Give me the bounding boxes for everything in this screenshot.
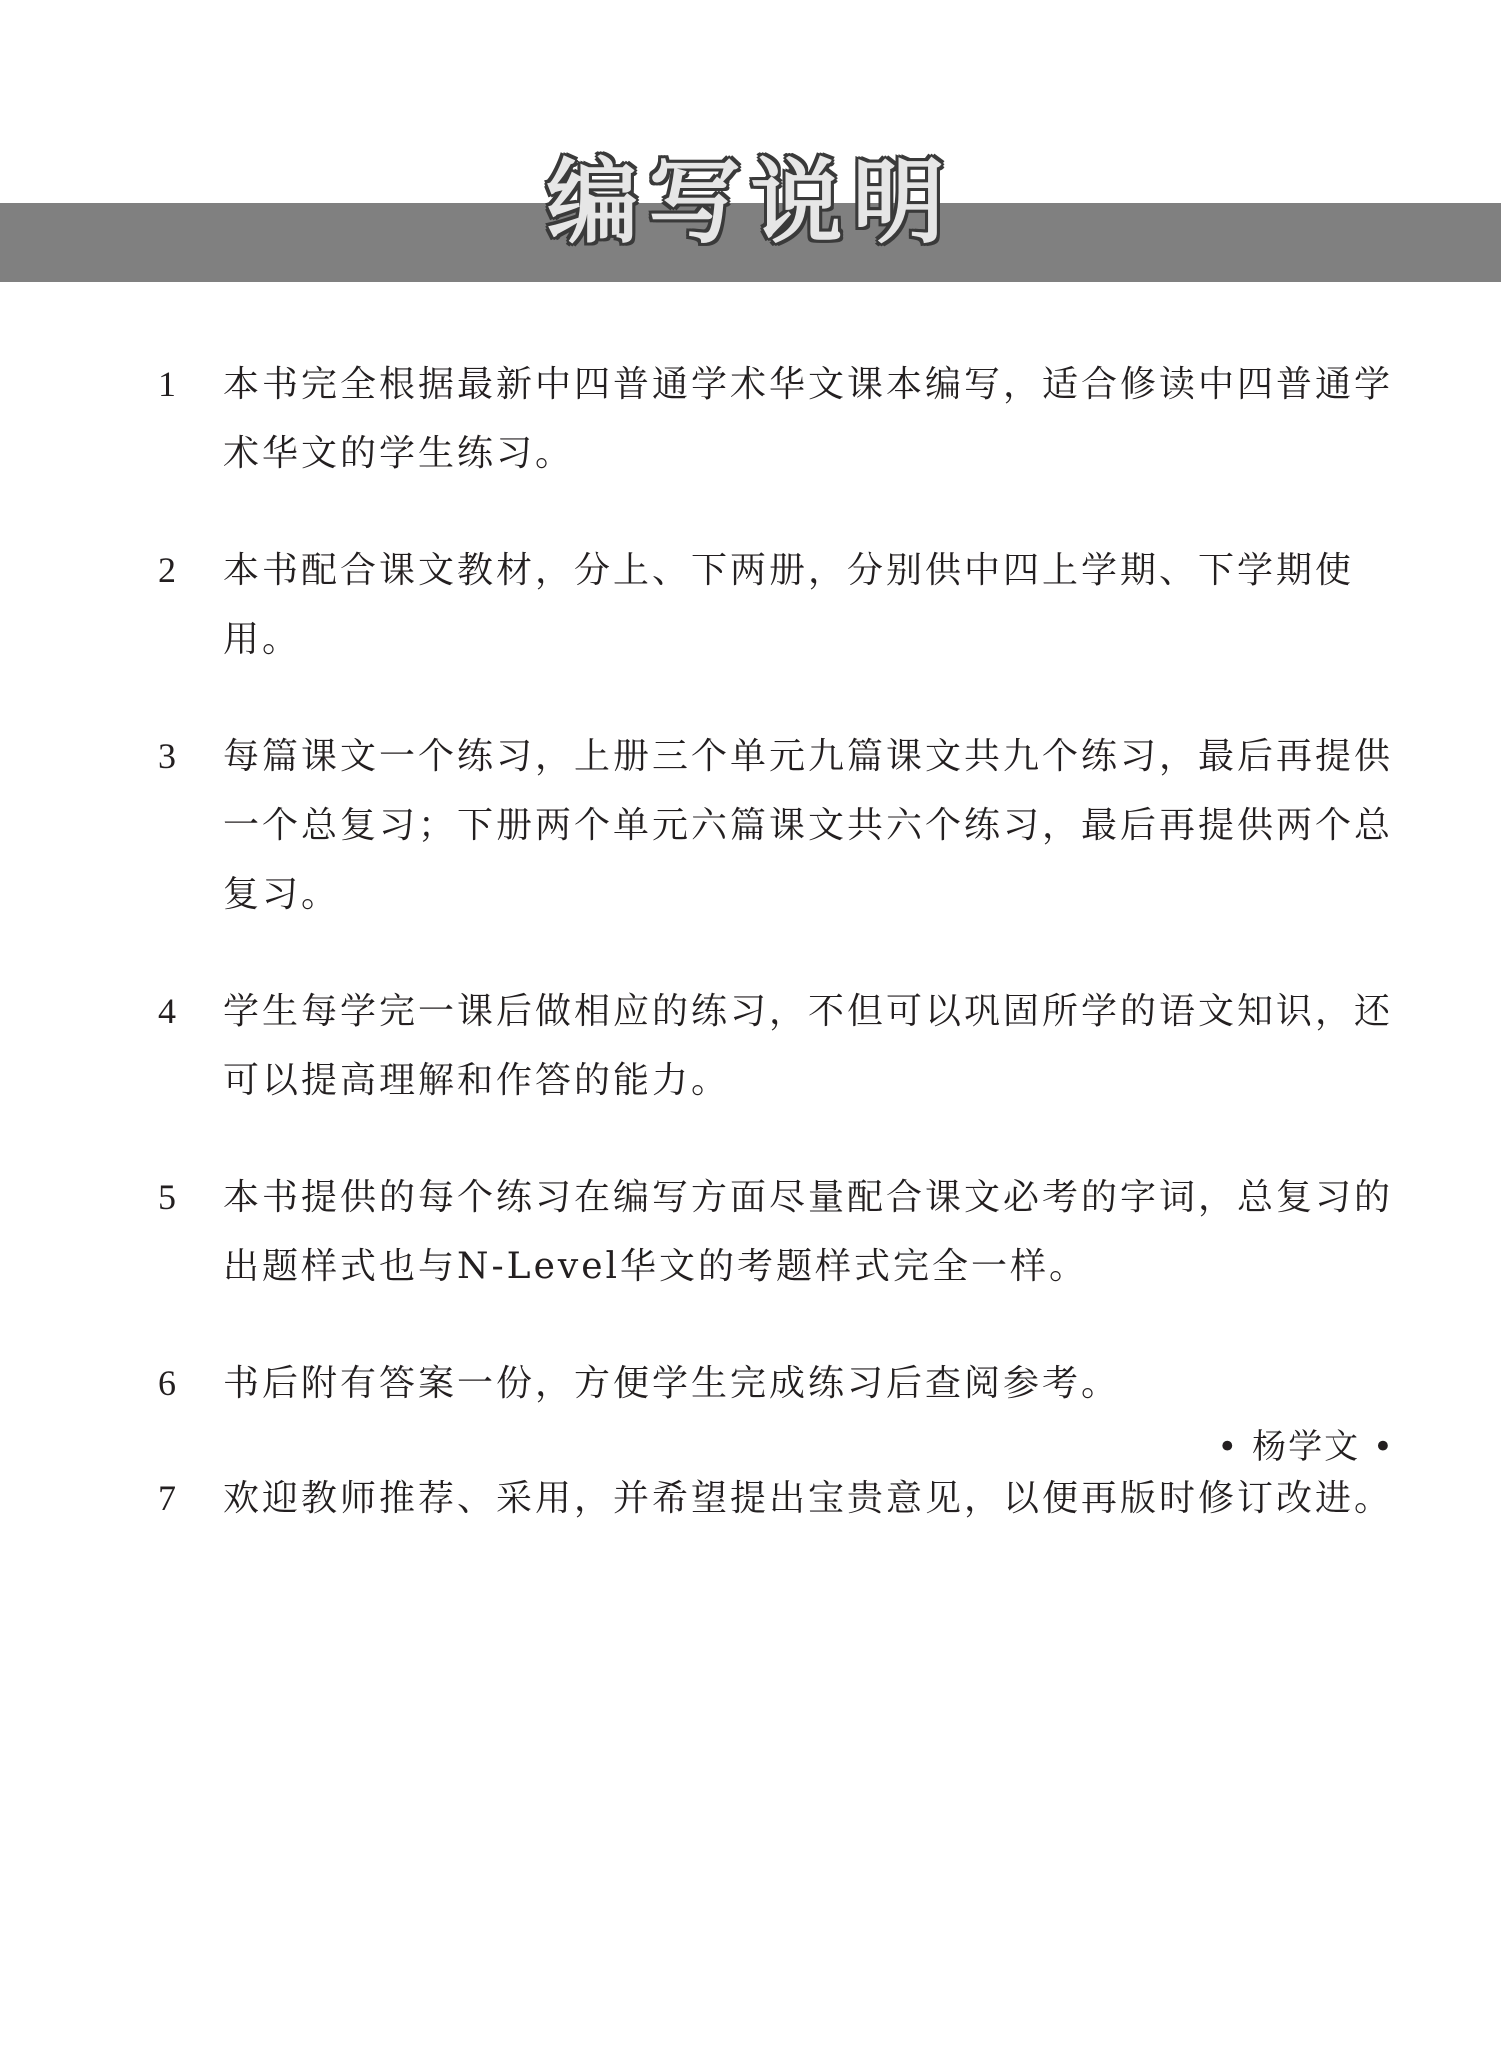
item-number: 7 [158, 1478, 176, 1518]
item-number: 4 [158, 991, 176, 1031]
item-number: 5 [158, 1177, 176, 1217]
item-text: 本书配合课文教材，分上、下两册，分别供中四上学期、下学期使用。 [223, 550, 1355, 660]
item-text: 欢迎教师推荐、采用，并希望提出宝贵意见，以便再版时修订改进。 [223, 1478, 1394, 1519]
list-item [158, 1464, 1408, 1533]
item-number: 1 [158, 364, 176, 404]
item-text: 每篇课文一个练习，上册三个单元九篇课文共九个练习，最后再提供一个总复习；下册两个单元六篇课文共六个练习，最后再提供两个总复习。 [223, 736, 1394, 915]
instructions-list [158, 350, 1408, 1579]
list-item [158, 1349, 1408, 1418]
item-number: 6 [158, 1363, 176, 1403]
author-signature: • 杨学文 • [1217, 1427, 1395, 1467]
page-title: 编写说明 [546, 149, 955, 256]
item-text: 学生每学完一课后做相应的练习，不但可以巩固所学的语文知识，还可以提高理解和作答的能力。 [223, 991, 1394, 1101]
list-item [158, 350, 1408, 488]
item-text: 本书完全根据最新中四普通学术华文课本编写，适合修读中四普通学术华文的学生练习。 [223, 364, 1394, 474]
list-item [158, 536, 1408, 674]
item-text: 本书提供的每个练习在编写方面尽量配合课文必考的字词，总复习的出题样式也与N-Level华文的考题样式完全一样。 [223, 1177, 1394, 1287]
list-item [158, 1163, 1408, 1301]
list-item [158, 722, 1408, 929]
item-text: 书后附有答案一份，方便学生完成练习后查阅参考。 [223, 1363, 1121, 1404]
item-number: 2 [158, 550, 176, 590]
list-item [158, 977, 1408, 1115]
item-number: 3 [158, 736, 176, 776]
